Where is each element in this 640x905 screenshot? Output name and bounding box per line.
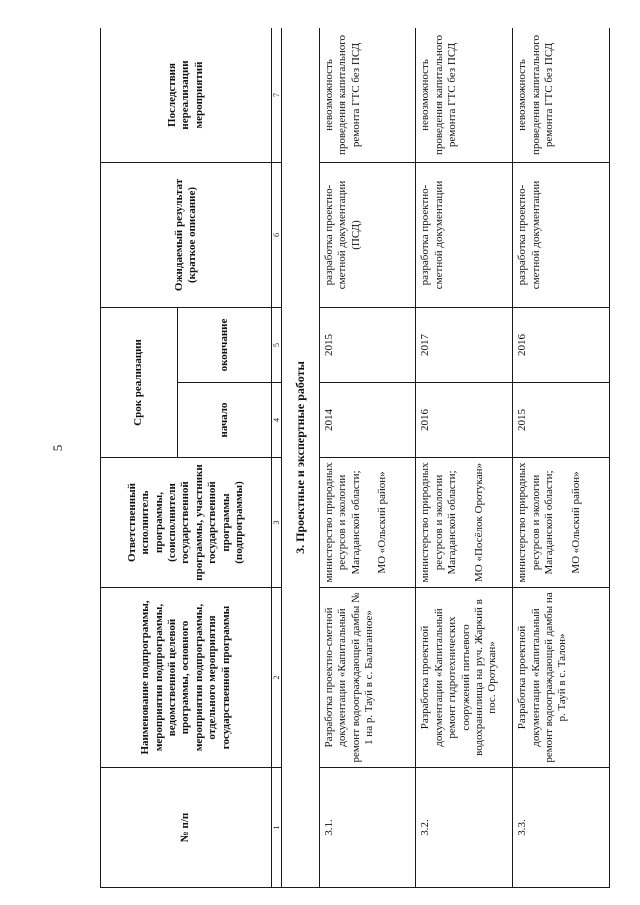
column-index: 3 [272, 458, 282, 588]
header-name: Наименование подпрограммы, мероприятия подпрограммы, ведомственной целевой программы, основного мероприятия подпрограммы, отдельного мероприятия государственной программы [101, 588, 272, 768]
table-row [416, 28, 513, 888]
header-result: Ожидаемый результат (краткое описание) [101, 162, 272, 307]
row-num: 3.3. [513, 768, 610, 888]
row-start: 2016 [416, 383, 513, 458]
table-row [513, 28, 610, 888]
row-num: 3.2. [416, 768, 513, 888]
header-executor: Ответственный исполнитель программы, (соисполнители государственной программы, участники государственной программы (подпрограммы) [101, 458, 272, 588]
page-number: 5 [50, 444, 65, 452]
column-index-row [272, 28, 282, 888]
row-name: Разработка проектной документации «Капитальный ремонт водоограждающей дамбы на р. Тауй в с. Талон» [513, 588, 610, 768]
header-start: начало [177, 383, 272, 458]
column-index: 1 [272, 768, 282, 888]
table-row [319, 28, 416, 888]
header-period: Срок реализации [101, 307, 178, 457]
document-body [100, 28, 610, 888]
row-consequences: невозможность проведения капитального ремонта ГТС без ПСД [513, 28, 610, 162]
column-index: 4 [272, 383, 282, 458]
row-start: 2015 [513, 383, 610, 458]
row-start: 2014 [319, 383, 416, 458]
row-consequences: невозможность проведения капитального ремонта ГТС без ПСД [416, 28, 513, 162]
header-row [101, 28, 178, 888]
row-end: 2017 [416, 307, 513, 382]
rotated-table-container [100, 28, 610, 888]
row-num: 3.1. [319, 768, 416, 888]
row-name: Разработка проектной документации «Капитальный ремонт гидротехнических сооружений питьевого водохранилища на руч. Жаркий в пос. Оротукан» [416, 588, 513, 768]
row-executor: министерство природных ресурсов и экологии Магаданской области; МО «Ольский район» [513, 458, 610, 588]
column-index: 6 [272, 162, 282, 307]
header-consequences: Последствия нереализации мероприятий [101, 28, 272, 162]
row-result: разработка проектно-сметной документации [416, 162, 513, 307]
column-index: 7 [272, 28, 282, 162]
row-consequences: невозможность проведения капитального ремонта ГТС без ПСД [319, 28, 416, 162]
row-end: 2015 [319, 307, 416, 382]
column-index: 2 [272, 588, 282, 768]
section-title: 3. Проектные и экспертные работы [282, 28, 319, 888]
row-result: разработка проектно-сметной документации [513, 162, 610, 307]
column-index: 5 [272, 307, 282, 382]
header-num: № п/п [101, 768, 272, 888]
header-end: окончание [177, 307, 272, 382]
program-table [100, 28, 610, 888]
row-name: Разработка проектно-сметной документации «Капитальный ремонт водоограждающей дамбы № 1 на р. Тауй в с. Балаганное» [319, 588, 416, 768]
row-end: 2016 [513, 307, 610, 382]
row-result: разработка проектно-сметной документации (ПСД) [319, 162, 416, 307]
row-executor: министерство природных ресурсов и экологии Магаданской области; МО «Посёлок Оротукан» [416, 458, 513, 588]
section-row [282, 28, 319, 888]
row-executor: министерство природных ресурсов и экологии Магаданской области; МО «Ольский район» [319, 458, 416, 588]
